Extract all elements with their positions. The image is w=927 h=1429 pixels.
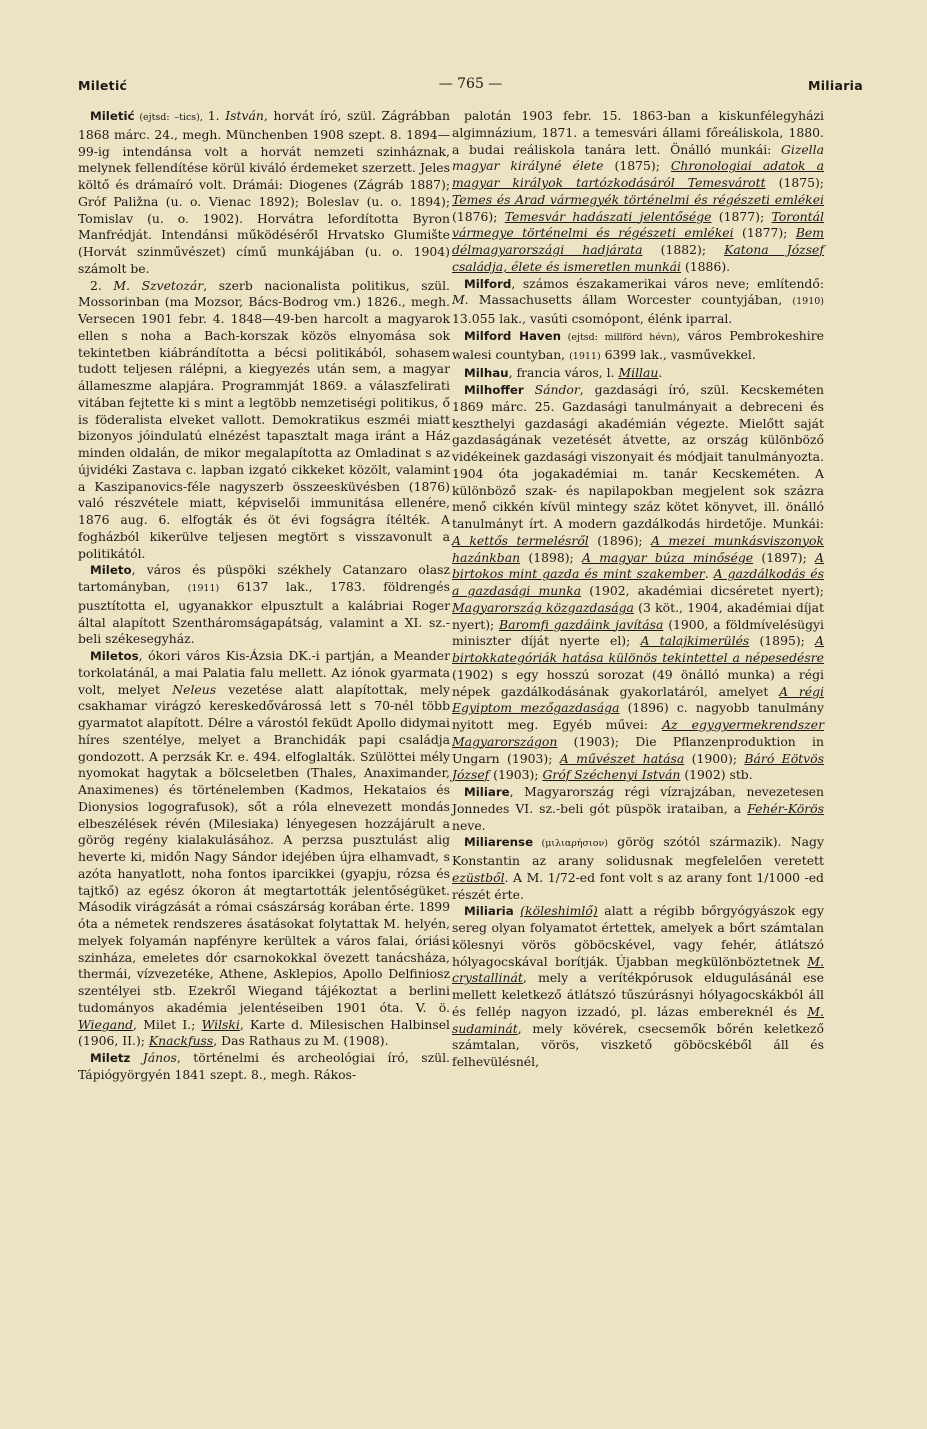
entry-headword: Miletić — [90, 109, 135, 123]
dictionary-entry — [78, 1050, 450, 1084]
entry-headword: Milhoffer — [464, 383, 524, 397]
dictionary-entry — [452, 382, 824, 784]
entry-headword: Mileto — [90, 563, 132, 578]
entry-text: neve. — [452, 817, 486, 833]
entry-text: , ókori város Kis-Ázsia DK.-i partján, a Meander torkolatánál, a mai Palatia falu mellett. Az iónok gyarmata volt, melyet — [78, 648, 450, 697]
entry-text: Gróf Széchenyi István — [542, 767, 681, 783]
entry-text: , Das Rathaus zu M. (1908). — [213, 1033, 389, 1049]
entry-text: Magyarország közgazdasága — [452, 599, 634, 615]
dictionary-entry — [78, 108, 450, 278]
entry-text: alatt a régibb bőrgyógyászok egy sereg olyan folyamatot értettek, amelyek a bőrt számtalan kölesnyi vörös göböcskével, vagy fehér, átlátszó hólyagocskával borítják. Újabban megkülönböztetnek — [452, 903, 824, 969]
entry-text: 2. — [90, 277, 114, 293]
entry-text: (1875); — [765, 175, 824, 190]
entry-text: , gazdasági író, szül. Kecskeméten 1869 márc. 25. Gazdasági tanulmányait a debreceni és keszthelyi gazdasági akadémián végezte. Mielőtt saját gazdaságának vezetését átvette, az ország különböző vidékeinek gazdasági viszonyait és módjait tanulmányozta. 1904 óta jogakadémiai m. tanár Kecskeméten. A különböző szak- és napilapokban megjelent sok százra menő cikkén kívül mintegy száz kötet könyvet, ill. önálló tanulmányt írt. A modern gazdálkodás hirdetője. Munkái: — [452, 382, 824, 531]
entry-text — [130, 1050, 142, 1065]
entry-text: (ejtsd: millförd hévn) — [561, 331, 677, 343]
entry-text: (1910) — [792, 296, 824, 308]
entry-text: (1902) s egy hosszú sorozat (49 önálló munka) a régi népek gazdálkodásának gyakorlatáról, amelyet — [452, 666, 824, 699]
dictionary-entry — [452, 903, 824, 1071]
entry-text: Temes és Arad vármegyék történelmi és régészeti emlékei — [452, 191, 824, 207]
entry-text: (1876); — [452, 208, 505, 224]
dictionary-entry — [78, 278, 450, 563]
entry-text: , Milet I.; — [133, 1016, 202, 1032]
entry-text: Millau — [618, 365, 659, 381]
entry-text: (1902) stb. — [680, 767, 753, 783]
entry-text: , város és püspöki székhely Catanzaro olasz tartományban, — [78, 562, 450, 594]
entry-text: Fehér-Körös — [747, 800, 824, 816]
entry-text: , francia város, l. — [508, 365, 619, 381]
entry-text: 1. — [207, 108, 226, 123]
entry-text: Baromfi gazdáink javítása — [499, 616, 664, 632]
entry-text: (3 köt., 1904, akadémiai díjat nyert); — [452, 599, 824, 632]
entry-text: görög szótól származik). Nagy Konstantin az arany solidusnak megfelelően veretett — [452, 834, 824, 868]
right-column — [452, 108, 824, 1071]
entry-text: (1875); — [603, 158, 671, 174]
entry-headword: Miliarense — [464, 835, 534, 850]
entry-headword: Milford Haven — [464, 328, 562, 343]
entry-text: Az egygyermekrendszer Magyarországon — [452, 717, 824, 749]
entry-text: . — [658, 365, 663, 381]
entry-text: ezüstből — [452, 869, 505, 885]
entry-text: M. Szvetozár — [113, 277, 204, 293]
entry-text: (ejtsd: –tics), — [134, 112, 208, 123]
entry-text: A magyar búza minősége — [582, 549, 754, 565]
entry-text: (μιλιαρήσιον) — [533, 838, 608, 850]
page-number: — 765 — — [438, 76, 503, 92]
entry-text: János — [142, 1050, 177, 1065]
dictionary-entry — [452, 108, 824, 276]
dictionary-entry — [452, 784, 824, 834]
entry-text: (1903); — [489, 767, 543, 783]
entry-text: Neleus — [172, 681, 217, 697]
left-column — [78, 108, 450, 1084]
entry-text: (1898); — [520, 549, 583, 565]
header-last-entry: Miliaria — [807, 78, 863, 93]
entry-text: , mely kövérek, csecsemők bőrén keletkező számtalan, vörös, viszkető göböcskéből áll és felhevülésnél, — [452, 1020, 824, 1069]
entry-text: , horvát író, szül. Zágrábban 1868 márc. 24., megh. Münchenben 1908 szept. 8. 1894—99-ig intendánsa volt a horvát nemzeti szinháznak, melynek fellendítése körül kiváló érdemeket szerzett. Jeles költő és drámaíró volt. Drámái: Diogenes (Zágráb 1887); Gróf Paližna (u. o. Vienac 1892); Boleslav (u. o. 1894); Tomislav (u. o. 1902). Horvátra lefordította Byron Manfrédját. Intendánsi működéséről Hrvatsko Glumište (Horvát szinművészet) című munkájában (u. o. 1904) számolt be. — [78, 108, 450, 276]
entry-text: , szerb nacionalista politikus, szül. Mossorinban (ma Mozsor, Bács-Bodrog vm.) 1826., megh. Versecen 1901 febr. 4. 1848—49-ben harcolt a magyarok ellen s noha a Bach-korszak közös elnyomása sok tekintetben kiábrándította a bécsi politikából, sohasem tudott teljesen rálépni, a kiegyezés után sem, a magyar állameszme alapjára. Programmját 1869. a válaszfelirati vitában fejtette ki s mint a legtöbb nemzetiségi politikus, ő is föderalista elveket vallott. Demokratikus eszméi miatt bizonyos jóindulatú elnézést tapasztalt maga iránt a Ház minden oldalán, de mikor megalapította az Omladinat s az újvidéki Zastava c. lapban izgató cikkeket közölt, valamint a Kaszipanovics-féle nagyszerb összeesküvésben (1876) való részvétele miatt, képviselői immunitása ellenére, 1876 aug. 6. elfogták és öt évi fogságra ítélték. A fogházból kikerülve teljesen megtört s visszavonult a politikától. — [78, 277, 450, 561]
entry-text: (1896) c. nagyobb tanulmány nyitott meg. Egyéb művei: — [452, 700, 824, 732]
entry-text: (1902, akadémiai dicséretet nyert); — [581, 583, 824, 598]
entry-text: , város Pembrokeshire walesi countyban, — [452, 327, 824, 362]
entry-text: (1877); — [733, 225, 796, 241]
entry-headword: Milford — [464, 276, 512, 291]
entry-text: (1911) — [187, 583, 220, 594]
entry-text: (1882); — [642, 242, 725, 257]
entry-text: . A M. 1/72-ed font volt s az arany font 1/1000 -ed részét érte. — [452, 869, 824, 902]
entry-text: Wilski — [201, 1016, 240, 1032]
entry-text: Knackfuss — [148, 1033, 214, 1049]
entry-text: M. — [452, 292, 469, 308]
entry-text: (1886). — [681, 258, 731, 274]
entry-text: Katona József családja, élete és ismeretlen munkái — [452, 242, 824, 274]
dictionary-entry — [78, 648, 450, 1050]
entry-text: A régi Egyiptom mezőgazdasága — [452, 683, 824, 716]
header-first-entry: Miletić — [78, 78, 128, 93]
entry-text: (1896); — [588, 532, 652, 548]
entry-text: (köleshimlő) — [520, 903, 598, 919]
entry-text: A mezei munkásviszonyok hazánkban — [452, 532, 824, 565]
entry-text: Sándor — [534, 382, 580, 397]
dictionary-entry — [452, 365, 824, 382]
entry-text: 6137 lak., 1783. földrengés pusztította el, ugyanakkor elpusztult a kalábriai Roger által alapított Szentháromságapátság, valamint a XI. sz.-beli székesegyház. — [78, 579, 450, 647]
entry-text: Gizella magyar királyné élete — [452, 141, 824, 174]
page-header — [78, 78, 863, 100]
entry-headword: Miletos — [90, 649, 139, 663]
entry-text: (1895); — [749, 633, 816, 649]
entry-text: A birtokkategóriák hatása különös tekintettel a népesedésre — [452, 633, 824, 665]
entry-text: A kettős termelésről — [452, 532, 589, 548]
entry-text: , Karte d. Milesischen Halbinsel (1906, II.); — [78, 1016, 450, 1049]
entry-text: Temesvár hadászati jelentősége — [504, 208, 712, 224]
entry-text: Torontál vármegye történelmi és régészeti emlékei — [452, 208, 824, 241]
entry-text: (1897); — [753, 549, 816, 565]
entry-text: , történelmi és archeológiai író, szül. Tápiógyörgyén 1841 szept. 8., megh. Rákos- — [78, 1050, 450, 1082]
entry-text: M. sudaminát — [452, 1003, 824, 1036]
entry-text: (1900); — [684, 750, 745, 766]
entry-text: Báró Eötvös József — [452, 750, 824, 783]
entry-text: A talajkimerülés — [640, 633, 750, 649]
entry-text — [524, 382, 535, 397]
entry-text: (1911) — [569, 350, 601, 362]
entry-text: 13.055 lak., vasúti csomópont, élénk iparral. — [452, 311, 733, 326]
entry-headword: Miliaria — [464, 904, 514, 919]
entry-text: Wiegand — [78, 1016, 134, 1032]
entry-text: (1900, a földmívelésügyi miniszter díját nyerte el); — [452, 616, 824, 649]
entry-text: palotán 1903 febr. 15. 1863-ban a kiskunfélegyházi algimnázium, 1871. a temesvári állami főreáliskola, 1880. a budai reáliskola tanára lett. Önálló munkái: — [452, 108, 824, 157]
entry-text: A birtokos mint gazda és mint szakember — [452, 549, 824, 582]
entry-headword: Miliare — [464, 785, 510, 799]
entry-text: , számos északamerikai város neve; említendő: — [511, 275, 824, 291]
entry-text: M. crystallinát — [452, 953, 824, 986]
dictionary-entry — [452, 276, 824, 328]
entry-text: Massachusetts állam Worcester countyjában, — [468, 292, 793, 308]
entry-text: . — [704, 566, 714, 582]
entry-text: István — [225, 108, 264, 123]
entry-headword: Miletz — [90, 1051, 131, 1065]
entry-text: Chronologiai adatok a magyar királyok tartózkodásáról Temesvárott — [452, 158, 824, 190]
entry-text: A művészet hatása — [559, 750, 685, 766]
dictionary-entry — [452, 834, 824, 903]
dictionary-entry — [78, 562, 450, 648]
entry-text: Bem délmagyarországi hadjárata — [452, 225, 824, 257]
entry-text: (1903); Die Pflanzenproduktion in Ungarn (1903); — [452, 733, 824, 766]
entry-headword: Milhau — [464, 366, 509, 381]
entry-text: , Magyarország régi vízrajzában, nevezetesen Jonnedes VI. sz.-beli gót püspök irataiban, a — [452, 784, 824, 816]
entry-text: , mely a verítékpórusok eldugulásánál ese mellett keletkező átlátszó tűszúrásnyi hólyagocskákból áll és fellép nagyon izzadó, pl. lázas embereknél és — [452, 970, 824, 1019]
entry-text: (1877); — [711, 208, 772, 224]
dictionary-entry — [452, 328, 824, 366]
entry-text: A gazdálkodás és a gazdasági munka — [452, 566, 825, 598]
entry-text: 6399 lak., vasművekkel. — [600, 346, 756, 362]
entry-text: vezetése alatt alapítottak, mely csakhamar virágzó kereskedővárossá lett s 70-nél több gyarmatot alapított. Délre a várostól feküdt Apollo didymai híres szentélye, melyet a Branchidák papi családja gondozott. A perzsák Kr. e. 494. elfoglalták. Szülöttei mély nyomokat hagytak a bölcseletben (Thales, Anaximander, Anaximenes) és történelemben (Kadmos, Hekataios és Dionysios logografusok), sőt a róla elnevezett mondás elbeszélések révén (Milesiaka) lényegesen hozzájárult a görög regény kialakulásához. A perzsa pusztulást alig heverte ki, midőn Nagy Sándor idejében újra elhamvadt, s azóta hanyatlott, noha fontos iparcikkei (gyapju, rózsa és tajtkő) az egész ókoron át megtartották jelentőségüket. Második virágzását a római császárság korában érte. 1899 óta a németek rendszeres ásatásokat folytattak M. helyén, melyek folyamán napfényre kerültek a város falai, óriási szinháza, emeletes dór csarnokokkal övezett tanácsháza, thermái, vízvezetéke, Athene, Asklepios, Apollo Delfiniosz szentélyei stb. Ezekről Wiegand tájékoztat a berlini tudományos akadémia jelentéseiben 1901 óta. V. ö. — [78, 681, 450, 1015]
